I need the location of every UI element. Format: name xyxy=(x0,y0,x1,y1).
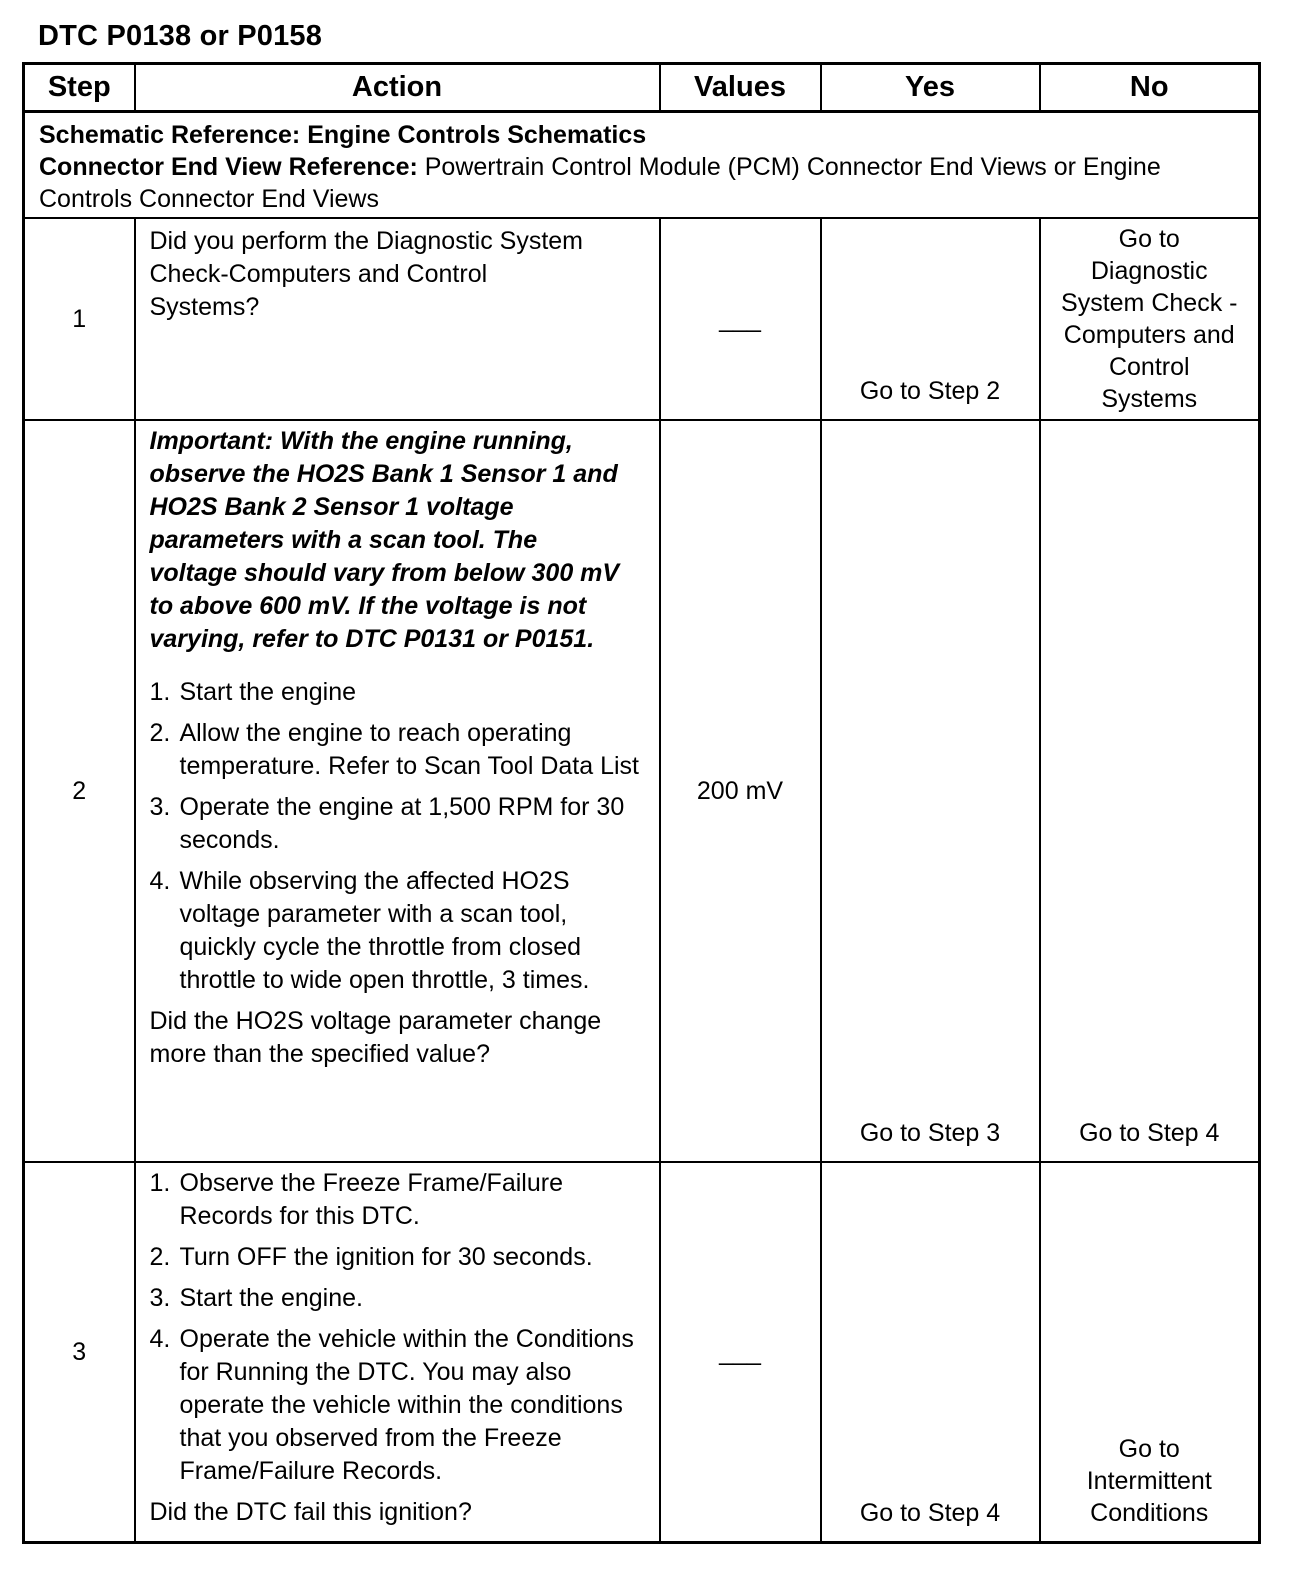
yes-cell: Go to Step 4 xyxy=(821,1162,1040,1543)
table-row xyxy=(24,420,1260,1162)
list-item-text: Operate the engine at 1,500 RPM for 30 seconds. xyxy=(179,793,625,854)
action-cell xyxy=(135,1162,660,1543)
yes-cell: Go to Step 2 xyxy=(821,218,1040,420)
list-item-number: 3. xyxy=(149,1284,171,1312)
action-cell xyxy=(135,218,660,420)
procedure-list xyxy=(150,1167,645,1488)
action-question: Did you perform the Diagnostic System Check-Computers and Control Systems? xyxy=(149,227,584,321)
value-cell: ___ xyxy=(660,218,821,420)
list-item-number: 1. xyxy=(149,678,171,706)
no-cell: Go to Intermittent Conditions xyxy=(1040,1162,1260,1543)
header-no: No xyxy=(1040,64,1260,112)
value-cell: 200 mV xyxy=(660,420,821,1162)
step-number: 2 xyxy=(24,420,135,1162)
list-item-number: 2. xyxy=(149,719,171,747)
header-step: Step xyxy=(24,64,135,112)
important-note: Important: With the engine running, observe the HO2S Bank 1 Sensor 1 and HO2S Bank 2 Sensor 1 voltage parameters with a scan tool. The voltage should vary from below 300 mV to above 600 mV. If the voltage is not varying, refer to DTC P0131 or P0151. xyxy=(149,427,620,653)
list-item xyxy=(150,1241,645,1274)
step-number: 1 xyxy=(24,218,135,420)
list-item-text: Operate the vehicle within the Conditions for Running the DTC. You may also operate the vehicle within the conditions that you observed from the Freeze Frame/Failure Records. xyxy=(179,1325,634,1485)
list-item-number: 2. xyxy=(149,1243,171,1271)
list-item xyxy=(150,1167,645,1233)
diagnostic-table xyxy=(22,62,1261,1544)
header-row xyxy=(24,64,1260,112)
step-number: 3 xyxy=(24,1162,135,1543)
value-cell: ___ xyxy=(660,1162,821,1543)
list-item-number: 3. xyxy=(149,793,171,821)
list-item-number: 4. xyxy=(149,867,171,895)
list-item xyxy=(150,1282,645,1315)
list-item-text: Turn OFF the ignition for 30 seconds. xyxy=(179,1243,593,1271)
yes-cell: Go to Step 3 xyxy=(821,420,1040,1162)
list-item xyxy=(150,1323,645,1488)
action-question: Did the HO2S voltage parameter change more than the specified value? xyxy=(149,1007,602,1068)
connector-reference-value: Powertrain Control Module (PCM) Connector End Views or Engine Controls Connector End Views xyxy=(39,153,1161,213)
connector-reference-label: Connector End View Reference: xyxy=(39,153,418,181)
list-item xyxy=(150,717,645,783)
list-item xyxy=(150,865,645,997)
list-item-text: Allow the engine to reach operating temperature. Refer to Scan Tool Data List xyxy=(179,719,639,780)
list-item xyxy=(150,676,645,709)
header-values: Values xyxy=(660,64,821,112)
list-item xyxy=(150,791,645,857)
reference-cell xyxy=(24,112,1260,219)
no-cell: Go to Step 4 xyxy=(1040,420,1260,1162)
schematic-reference-value: Engine Controls Schematics xyxy=(307,121,647,149)
list-item-text: Start the engine xyxy=(179,678,357,706)
list-item-number: 1. xyxy=(149,1169,171,1197)
list-item-text: Start the engine. xyxy=(179,1284,363,1312)
table-row xyxy=(24,218,1260,420)
connector-reference xyxy=(39,151,1244,215)
list-item-text: Observe the Freeze Frame/Failure Records for this DTC. xyxy=(179,1169,563,1230)
header-yes: Yes xyxy=(821,64,1040,112)
page-title: DTC P0138 or P0158 xyxy=(38,20,323,52)
schematic-reference-label: Schematic Reference: xyxy=(39,121,301,149)
schematic-reference xyxy=(39,119,1244,151)
action-cell xyxy=(135,420,660,1162)
no-cell: Go to Diagnostic System Check - Computers and Control Systems xyxy=(1040,218,1260,420)
reference-row xyxy=(24,112,1260,219)
list-item-number: 4. xyxy=(149,1325,171,1353)
header-action: Action xyxy=(135,64,660,112)
action-question: Did the DTC fail this ignition? xyxy=(149,1498,472,1526)
list-item-text: While observing the affected HO2S voltage parameter with a scan tool, quickly cycle the throttle from closed throttle to wide open throttle, 3 times. xyxy=(179,867,590,994)
procedure-list xyxy=(150,676,645,997)
table-row xyxy=(24,1162,1260,1543)
